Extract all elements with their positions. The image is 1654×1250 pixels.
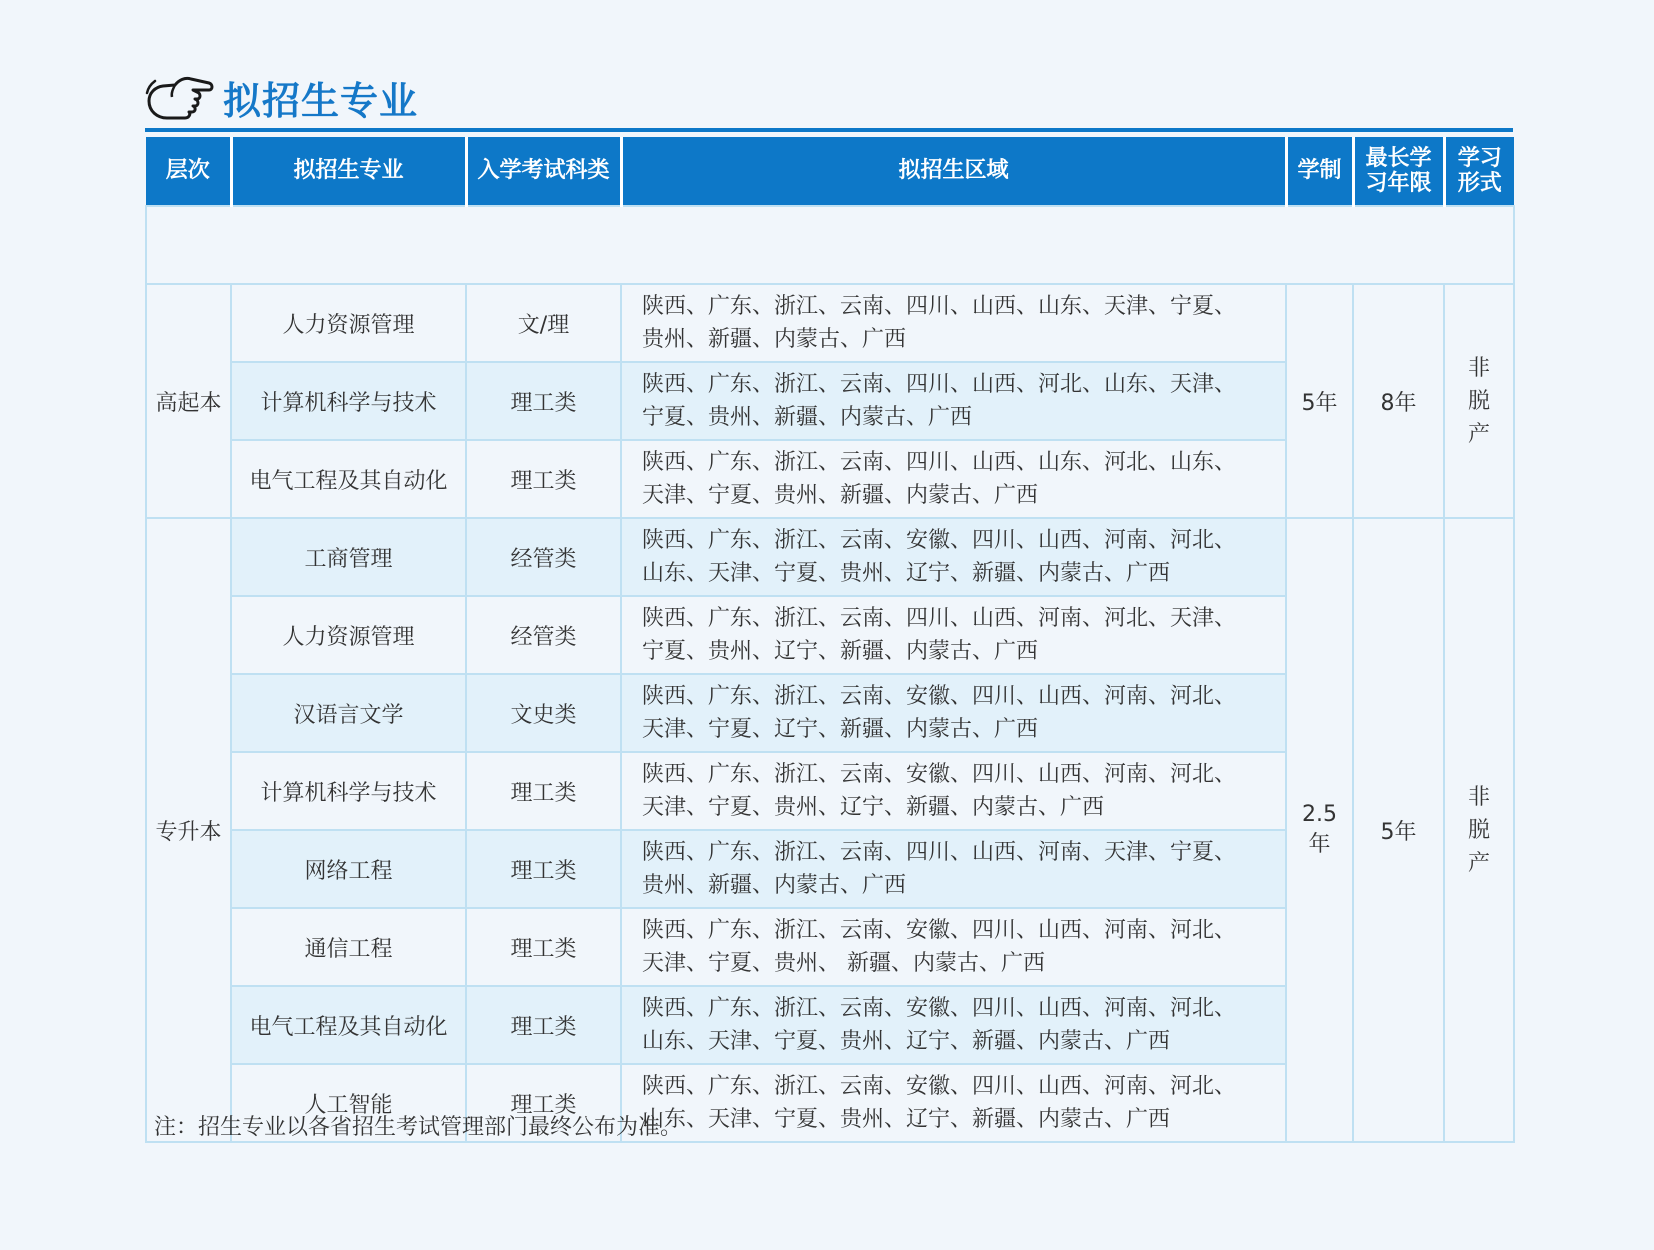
column-header-region: 拟招生区域 bbox=[621, 137, 1286, 206]
major-cell: 人力资源管理 bbox=[231, 284, 466, 362]
major-cell: 电气工程及其自动化 bbox=[231, 986, 466, 1064]
region-line: 宁夏、贵州、新疆、内蒙古、广西 bbox=[642, 405, 973, 430]
max-years-cell: 8年 bbox=[1353, 284, 1444, 518]
region-line: 天津、宁夏、贵州、新疆、内蒙古、广西 bbox=[642, 483, 1039, 508]
majors-table-body bbox=[146, 284, 1514, 1142]
region-line: 陕西、广东、浙江、云南、四川、山西、山东、天津、宁夏、 bbox=[642, 294, 1237, 319]
exam-category-cell: 理工类 bbox=[466, 1064, 621, 1142]
exam-category-cell: 文/理 bbox=[466, 284, 621, 362]
region-line: 陕西、广东、浙江、云南、安徽、四川、山西、河南、河北、 bbox=[642, 996, 1237, 1021]
major-cell: 人力资源管理 bbox=[231, 596, 466, 674]
region-cell bbox=[621, 362, 1286, 440]
region-line: 山东、天津、宁夏、贵州、辽宁、新疆、内蒙古、广西 bbox=[642, 1029, 1171, 1054]
exam-category-cell: 理工类 bbox=[466, 752, 621, 830]
exam-category-cell: 经管类 bbox=[466, 518, 621, 596]
majors-table bbox=[145, 137, 1515, 1143]
region-cell bbox=[621, 518, 1286, 596]
region-line: 陕西、广东、浙江、云南、安徽、四川、山西、河南、河北、 bbox=[642, 528, 1237, 553]
exam-category-cell: 文史类 bbox=[466, 674, 621, 752]
page-title: 拟招生专业 bbox=[223, 79, 419, 123]
region-cell bbox=[621, 284, 1286, 362]
level-cell: 高起本 bbox=[146, 284, 231, 518]
exam-category-cell: 理工类 bbox=[466, 830, 621, 908]
max-years-cell: 5年 bbox=[1353, 518, 1444, 1142]
region-line: 陕西、广东、浙江、云南、安徽、四川、山西、河南、河北、 bbox=[642, 762, 1237, 787]
major-cell: 通信工程 bbox=[231, 908, 466, 986]
region-line: 陕西、广东、浙江、云南、安徽、四川、山西、河南、河北、 bbox=[642, 918, 1237, 943]
study-form-cell: 非脱产 bbox=[1444, 284, 1514, 518]
region-line: 陕西、广东、浙江、云南、四川、山西、河北、山东、天津、 bbox=[642, 372, 1237, 397]
region-line: 陕西、广东、浙江、云南、四川、山西、山东、河北、山东、 bbox=[642, 450, 1237, 475]
table-row bbox=[146, 284, 1514, 362]
major-cell: 工商管理 bbox=[231, 518, 466, 596]
major-cell: 电气工程及其自动化 bbox=[231, 440, 466, 518]
region-line: 陕西、广东、浙江、云南、安徽、四川、山西、河南、河北、 bbox=[642, 1074, 1237, 1099]
region-line: 宁夏、贵州、辽宁、新疆、内蒙古、广西 bbox=[642, 639, 1039, 664]
major-cell: 人工智能 bbox=[231, 1064, 466, 1142]
region-cell bbox=[621, 674, 1286, 752]
major-cell: 汉语言文学 bbox=[231, 674, 466, 752]
table-header-row bbox=[146, 137, 1514, 206]
region-cell bbox=[621, 830, 1286, 908]
table-row bbox=[146, 518, 1514, 596]
region-line: 贵州、新疆、内蒙古、广西 bbox=[642, 873, 907, 898]
region-line: 天津、宁夏、贵州、 新疆、内蒙古、广西 bbox=[642, 951, 1045, 976]
major-cell: 网络工程 bbox=[231, 830, 466, 908]
title-divider bbox=[145, 128, 1513, 132]
study-form-cell: 非脱产 bbox=[1444, 518, 1514, 1142]
section-heading bbox=[145, 70, 418, 125]
region-cell bbox=[621, 440, 1286, 518]
exam-category-cell: 理工类 bbox=[466, 440, 621, 518]
footnote: 注：招生专业以各省招生考试管理部门最终公布为准。 bbox=[154, 1115, 683, 1140]
region-cell bbox=[621, 1064, 1286, 1142]
region-cell bbox=[621, 596, 1286, 674]
exam-category-cell: 经管类 bbox=[466, 596, 621, 674]
region-line: 山东、天津、宁夏、贵州、辽宁、新疆、内蒙古、广西 bbox=[642, 561, 1171, 586]
exam-category-cell: 理工类 bbox=[466, 986, 621, 1064]
region-cell bbox=[621, 908, 1286, 986]
region-line: 陕西、广东、浙江、云南、四川、山西、河南、天津、宁夏、 bbox=[642, 840, 1237, 865]
region-line: 山东、天津、宁夏、贵州、辽宁、新疆、内蒙古、广西 bbox=[642, 1107, 1171, 1132]
column-header-exam-category: 入学考试科类 bbox=[466, 137, 621, 206]
pointing-hand-icon bbox=[145, 71, 215, 125]
column-header-duration: 学制 bbox=[1286, 137, 1353, 206]
region-line: 天津、宁夏、辽宁、新疆、内蒙古、广西 bbox=[642, 717, 1039, 742]
exam-category-cell: 理工类 bbox=[466, 908, 621, 986]
level-cell: 专升本 bbox=[146, 518, 231, 1142]
region-line: 天津、宁夏、贵州、辽宁、新疆、内蒙古、广西 bbox=[642, 795, 1105, 820]
column-header-major: 拟招生专业 bbox=[231, 137, 466, 206]
major-cell: 计算机科学与技术 bbox=[231, 362, 466, 440]
column-header-study-form: 学习形式 bbox=[1444, 137, 1514, 206]
duration-cell: 5年 bbox=[1286, 284, 1353, 518]
duration-cell: 2.5年 bbox=[1286, 518, 1353, 1142]
region-cell bbox=[621, 986, 1286, 1064]
header-gap bbox=[146, 206, 1514, 284]
column-header-max-years: 最长学习年限 bbox=[1353, 137, 1444, 206]
column-header-level: 层次 bbox=[146, 137, 231, 206]
major-cell: 计算机科学与技术 bbox=[231, 752, 466, 830]
region-cell bbox=[621, 752, 1286, 830]
region-line: 陕西、广东、浙江、云南、四川、山西、河南、河北、天津、 bbox=[642, 606, 1237, 631]
region-line: 陕西、广东、浙江、云南、安徽、四川、山西、河南、河北、 bbox=[642, 684, 1237, 709]
exam-category-cell: 理工类 bbox=[466, 362, 621, 440]
region-line: 贵州、新疆、内蒙古、广西 bbox=[642, 327, 907, 352]
